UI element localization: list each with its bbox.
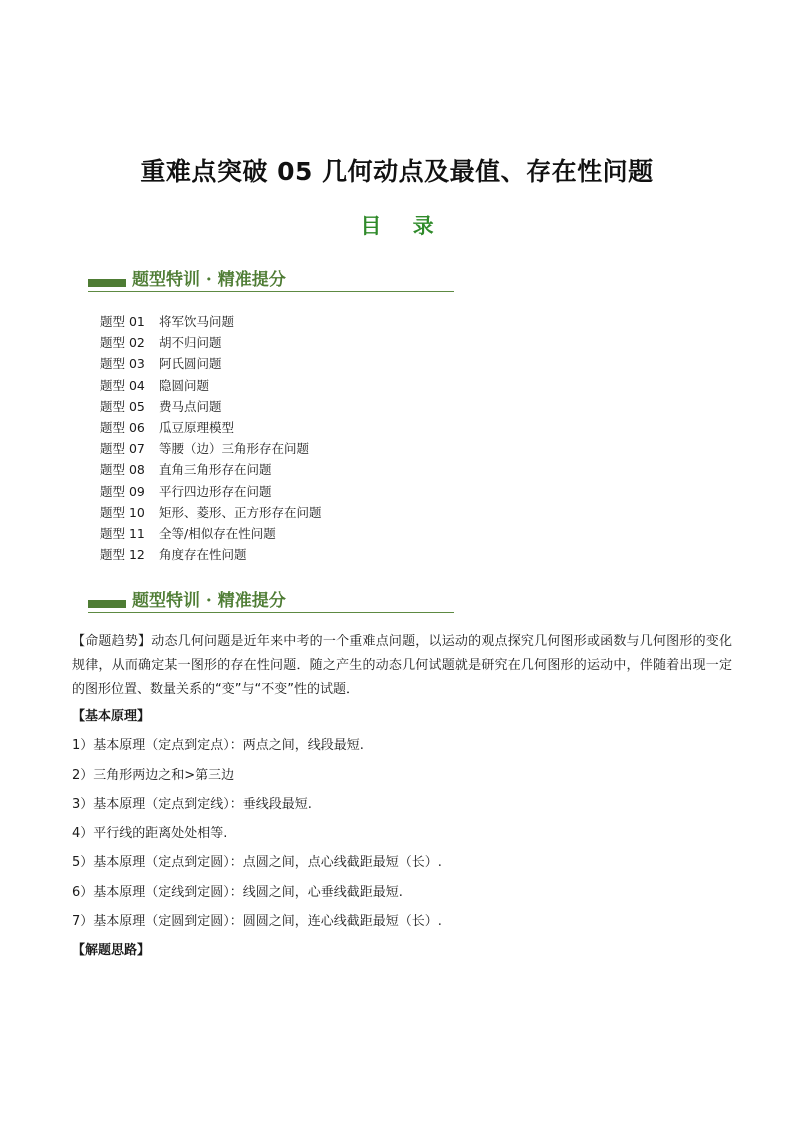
toc-item-number: 题型 01 [100,314,145,329]
page-title: 重难点突破 05 几何动点及最值、存在性问题 [140,157,654,186]
toc-section-banner [88,266,454,292]
principle-item: 1）基本原理（定点到定点）：两点之间，线段最短. [72,738,364,754]
toc-item-number: 题型 11 [100,525,145,541]
toc-item-number: 题型 02 [100,335,145,351]
toc-item-title: 阿氏圆问题 [159,356,222,372]
trend-label: 【命题趋势】 [72,634,152,649]
toc-item[interactable] [100,375,322,396]
content-section-label: 题型特训 · 精准提分 [132,591,286,611]
toc-item[interactable] [100,396,322,417]
principle-item: 3）基本原理（定点到定线）：垂线段最短. [72,796,312,812]
toc-section-label: 题型特训 · 精准提分 [132,270,286,290]
toc-item-title: 等腰（边）三角形存在问题 [159,441,310,457]
toc-item[interactable] [100,544,322,565]
toc-item-title: 直角三角形存在问题 [159,462,272,478]
principle-item: 5）基本原理（定点到定圆）：点圆之间，点心线截距最短（长）. [72,855,442,871]
toc-item[interactable] [100,523,322,544]
banner-rule [88,291,454,292]
toc-item-number: 题型 08 [100,462,145,478]
toc-item-title: 将军饮马问题 [159,314,235,329]
principle-heading: 【基本原理】 [72,709,151,724]
toc-item[interactable] [100,459,322,480]
toc-item-number: 题型 12 [100,547,145,563]
approach-heading: 【解题思路】 [72,943,151,959]
principle-item: 6）基本原理（定线到定圆）：线圆之间，心垂线截距最短. [72,884,403,900]
trend-paragraph [72,630,732,702]
toc-item[interactable] [100,353,322,374]
toc-item-title: 矩形、菱形、正方形存在问题 [159,504,322,520]
toc-item-number: 题型 04 [100,377,145,393]
toc-item-title: 隐圆问题 [159,377,210,393]
banner-bar [88,600,126,608]
toc-item[interactable] [100,332,322,353]
body-text [72,630,732,966]
toc-item[interactable] [100,438,322,459]
trend-text: 动态几何问题是近年来中考的一个重难点问题，以运动的观点探究几何图形或函数与几何图形的变化规律，从而确定某一图形的存在性问题．随之产生的动态几何试题就是研究在几何图形的运动中，伴随着出现一定的图形位置、数量关系的“变”与“不变”性的试题． [72,634,732,697]
toc-item-number: 题型 05 [100,398,145,414]
principle-item: 7）基本原理（定圆到定圆）：圆圆之间，连心线截距最短（长）. [72,914,442,930]
toc-item-title: 胡不归问题 [159,335,222,351]
banner-bar [88,279,126,287]
toc-item-number: 题型 07 [100,441,145,457]
content-section-banner [88,587,454,613]
toc-item-number: 题型 03 [100,356,145,372]
banner-rule [88,612,454,613]
toc-item-title: 角度存在性问题 [159,547,247,563]
toc-heading: 目 录 [360,214,446,238]
toc-item-number: 题型 06 [100,419,145,435]
toc-item-title: 平行四边形存在问题 [159,483,272,499]
toc-item-number: 题型 09 [100,483,145,499]
toc-item[interactable] [100,502,322,523]
toc-item[interactable] [100,417,322,438]
toc-item-number: 题型 10 [100,504,145,520]
toc-item-title: 瓜豆原理模型 [159,419,235,435]
toc-item[interactable] [100,481,322,502]
toc-list [100,311,322,565]
principle-item: 2）三角形两边之和>第三边 [72,767,235,783]
principle-item: 4）平行线的距离处处相等. [72,826,228,842]
toc-item-title: 费马点问题 [159,398,222,414]
toc-item[interactable] [100,311,322,332]
toc-item-title: 全等/相似存在性问题 [159,525,276,541]
